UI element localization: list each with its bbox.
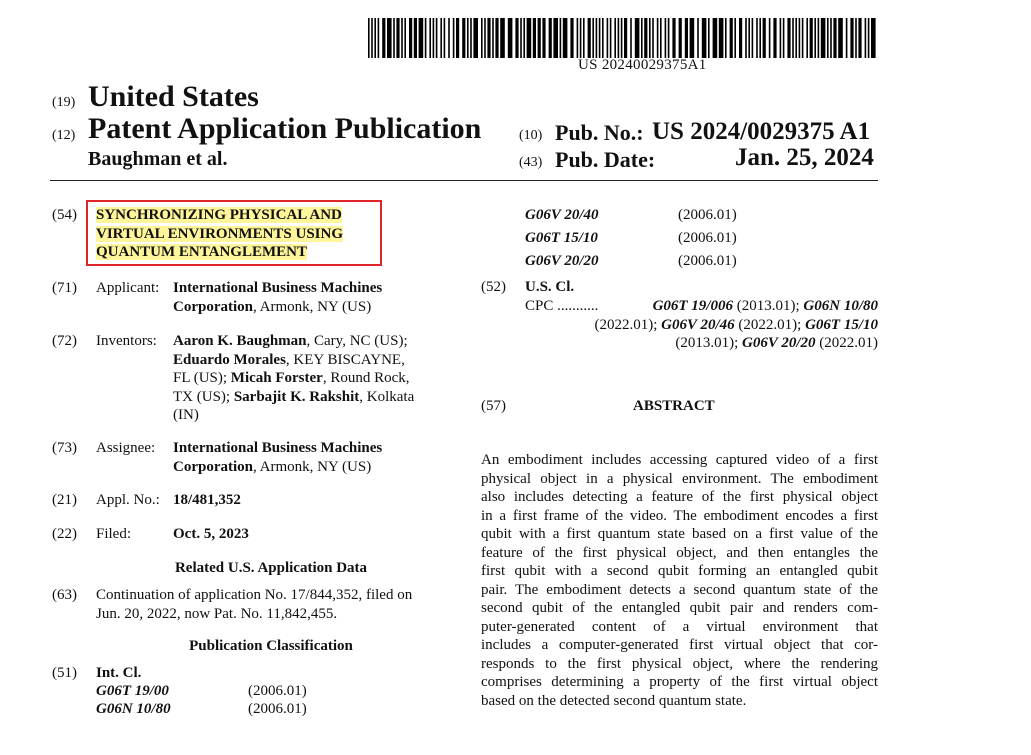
barcode-bar (596, 18, 598, 58)
abstract-line: comprises determining a property of the first virtual object (481, 674, 878, 690)
intcl-label: Int. Cl. (96, 665, 142, 681)
abstract-line: feature of the first physical object, and then entangles the (481, 544, 878, 561)
barcode-bar (444, 18, 446, 58)
barcode-number: US 20240029375A1 (578, 57, 707, 73)
barcode-bar (414, 18, 417, 58)
barcode-bar (592, 18, 594, 58)
barcode-bar (492, 18, 494, 58)
inventor-prefix: (IN) (173, 407, 199, 423)
intcl-version: (2006.01) (678, 230, 737, 246)
pub-no-value: US 2024/0029375 A1 (652, 118, 871, 145)
pub-no-label: Pub. No.: (555, 120, 644, 145)
intcl-class: G06T 15/10 (525, 230, 598, 246)
cpc-line-2 (525, 316, 878, 335)
barcode-bar (515, 18, 518, 58)
header-rule (50, 180, 878, 181)
cpc-version: (2013.01); (675, 335, 743, 351)
barcode-bar (618, 18, 620, 58)
cpc-class: G06N 10/80 (803, 298, 878, 314)
intcl-version: (2006.01) (678, 207, 737, 223)
barcode-bar (607, 18, 609, 58)
barcode-bar (748, 18, 750, 58)
cpc-version: (2013.01); (732, 298, 804, 314)
cpc-entries (653, 297, 878, 316)
barcode-bar (773, 18, 776, 58)
abstract-line: second qubit of the entangled qubit pair and renders com- (481, 600, 878, 616)
abstract-line: physical object in a physical environment. The embodiment (481, 470, 878, 487)
country-code: (19) (52, 95, 76, 110)
barcode-bar (802, 18, 804, 58)
barcode-bar (404, 18, 406, 58)
barcode-bar (610, 18, 612, 58)
uscl-code: (52) (481, 279, 506, 295)
cpc-class: G06T 19/006 (652, 298, 733, 314)
barcode-bar (799, 18, 801, 58)
barcode-bar (549, 18, 552, 58)
inventor-line (173, 388, 443, 407)
barcode-bar (672, 18, 675, 58)
barcode-bar (542, 18, 545, 58)
barcode-bar (810, 18, 813, 58)
barcode-bar (429, 18, 431, 58)
barcode-bar (660, 18, 662, 58)
inventor-location: , Round Rock, (322, 370, 410, 386)
barcode-bar (795, 18, 797, 58)
inventor-prefix: FL (US); (173, 370, 231, 386)
pub-date-code: (43) (519, 155, 543, 170)
barcode-bar (868, 18, 870, 58)
barcode-bar (602, 18, 604, 58)
abstract-line: responds to the first physical object, where the rendering (481, 655, 878, 672)
barcode-bar (644, 18, 647, 58)
applicant (173, 279, 382, 316)
barcode-bar (533, 18, 536, 58)
barcode-bar (657, 18, 659, 58)
barcode-bar (630, 18, 632, 58)
abstract-heading: ABSTRACT (633, 398, 715, 414)
barcode-bar (745, 18, 747, 58)
barcode-bar (759, 18, 761, 58)
assignee-code: (73) (52, 440, 77, 456)
title-code: (54) (52, 207, 77, 223)
barcode-bar (527, 18, 532, 58)
annotation-box (86, 200, 382, 266)
barcode-bar (708, 18, 710, 58)
barcode-bar (814, 18, 816, 58)
barcode-bar (396, 18, 399, 58)
barcode-bar (787, 18, 790, 58)
barcode-bar (830, 18, 832, 58)
barcode-bar (425, 18, 427, 58)
pub-type: Patent Application Publication (88, 112, 482, 145)
intcl-class: G06T 19/00 (96, 683, 169, 699)
appl-label: Appl. No.: (96, 492, 160, 508)
intcl-class: G06N 10/80 (96, 701, 171, 717)
cpc-block (525, 297, 878, 353)
title-line-1: SYNCHRONIZING PHYSICAL AND (96, 207, 342, 223)
assignee-label: Assignee: (96, 440, 156, 456)
abstract-line: includes a computer-generated first virtual object that cor- (481, 637, 878, 653)
intcl-code: (51) (52, 665, 77, 681)
barcode-bar (436, 18, 438, 58)
barcode-bar (570, 18, 573, 58)
barcode-bar (378, 18, 380, 58)
inventor-line (173, 369, 443, 388)
inventor-name: Micah Forster (230, 370, 323, 386)
intcl-version: (2006.01) (248, 683, 307, 699)
barcode-bar (520, 18, 522, 58)
barcode-bar (780, 18, 782, 58)
abstract-line: pair. The embodiment detects a second quantum state of the (481, 581, 878, 598)
filed-label: Filed: (96, 526, 132, 542)
abstract-line: first qubit with a second qubit forming an entangled qubit (481, 563, 878, 579)
barcode-bar (583, 18, 585, 58)
barcode-bar (523, 18, 525, 58)
abstract-line: based on the detected second quantum state. (481, 692, 747, 709)
title-line-3: QUANTUM ENTANGLEMENT (96, 244, 307, 260)
cpc-version: (2022.01); (594, 316, 662, 333)
barcode-bar (453, 18, 455, 58)
barcode-bar (763, 18, 766, 58)
cpc-version: (2022.01) (815, 335, 878, 351)
barcode-bar (462, 18, 465, 58)
barcode-bar (563, 18, 568, 58)
pub-date-label: Pub. Date: (555, 147, 656, 172)
barcode-bar (467, 18, 469, 58)
barcode-bar (401, 18, 403, 58)
applicant-corp: Corporation (173, 298, 253, 315)
barcode-bar (697, 18, 699, 58)
inventor-name: Eduardo Morales (173, 351, 286, 368)
barcode-bar (500, 18, 505, 58)
barcode-bar (818, 18, 820, 58)
barcode-bar (470, 18, 472, 58)
abstract-line: in a first frame of the video. The embodiment encodes a first (481, 507, 878, 524)
filed-value: Oct. 5, 2023 (173, 526, 249, 542)
barcode-bar (487, 18, 490, 58)
filed-code: (22) (52, 526, 77, 542)
barcode-bar (783, 18, 785, 58)
cpc-version: (2022.01); (734, 316, 806, 333)
inventor-line (173, 332, 443, 351)
inventor-line (173, 406, 443, 425)
inventor-line (173, 351, 443, 370)
intcl-class: G06V 20/40 (525, 207, 599, 223)
barcode-bar (433, 18, 435, 58)
authors: Baughman et al. (88, 148, 228, 170)
barcode-bar (560, 18, 562, 58)
cpc-line-3 (525, 334, 878, 353)
barcode-bar (752, 18, 754, 58)
barcode-bar (806, 18, 808, 58)
barcode-bar (730, 18, 733, 58)
barcode-bar (649, 18, 651, 58)
barcode-bar (679, 18, 682, 58)
barcode-bar (665, 18, 667, 58)
applicant-label: Applicant: (96, 280, 160, 296)
barcode-bar (624, 18, 627, 58)
barcode-bar (833, 18, 836, 58)
barcode-bar (734, 18, 736, 58)
barcode-bar (484, 18, 486, 58)
appl-value: 18/481,352 (173, 492, 241, 508)
barcode-bar (725, 18, 727, 58)
continuation-line-1: Continuation of application No. 17/844,352, filed on (96, 587, 413, 603)
barcode-bar (769, 18, 771, 58)
inventor-prefix: TX (US); (173, 388, 234, 405)
barcode-bar (387, 18, 392, 58)
barcode-bar (495, 18, 498, 58)
cpc-class: G06V 20/46 (661, 316, 735, 333)
barcode-bar (690, 18, 695, 58)
abstract-code: (57) (481, 398, 506, 414)
barcode-bar (456, 18, 459, 58)
assignee-line-1: International Business Machines (173, 440, 383, 456)
barcode-bar (440, 18, 442, 58)
uscl-label: U.S. Cl. (525, 279, 575, 295)
barcode-bar (374, 18, 376, 58)
intcl-version: (2006.01) (248, 701, 307, 717)
applicant-location: , Armonk, NY (US) (253, 298, 372, 315)
title-line-2: VIRTUAL ENVIRONMENTS USING (96, 225, 344, 242)
pub-date-value: Jan. 25, 2024 (735, 144, 874, 171)
barcode-bar (588, 18, 591, 58)
assignee-line-2 (173, 458, 382, 477)
cpc-class: G06V 20/20 (742, 335, 816, 351)
barcode-bar (382, 18, 385, 58)
barcode-bar (599, 18, 601, 58)
pub-type-code: (12) (52, 128, 76, 143)
country: United States (88, 80, 259, 113)
barcode-bar (553, 18, 558, 58)
assignee-location: , Armonk, NY (US) (253, 458, 372, 475)
abstract-line: puter-generated content of a virtual environment that (481, 618, 878, 635)
assignee-corp: Corporation (173, 458, 253, 475)
inventor-location: , KEY BISCAYNE, (285, 351, 405, 368)
barcode-bar (371, 18, 373, 58)
intcl-class: G06V 20/20 (525, 253, 599, 269)
inventors-code: (72) (52, 333, 77, 349)
barcode-bar (621, 18, 623, 58)
appl-code: (21) (52, 492, 77, 508)
barcode-bar (614, 18, 616, 58)
barcode-bar (668, 18, 670, 58)
barcode-bar (448, 18, 450, 58)
barcode-bar (846, 18, 848, 58)
barcode-bar (652, 18, 654, 58)
barcode-bar (739, 18, 742, 58)
barcode-bar (865, 18, 867, 58)
continuation-line-2: Jun. 20, 2022, now Pat. No. 11,842,455. (96, 605, 338, 622)
barcode-bar (719, 18, 724, 58)
barcode-bar (419, 18, 424, 58)
pub-no-code: (10) (519, 128, 543, 143)
barcode-bar (685, 18, 688, 58)
continuation-code: (63) (52, 587, 77, 603)
barcode-bar (871, 18, 876, 58)
intcl-version: (2006.01) (678, 253, 737, 269)
applicant-line-2 (173, 298, 382, 317)
cpc-class: G06T 15/10 (805, 316, 878, 333)
barcode (368, 18, 878, 58)
barcode-bar (850, 18, 853, 58)
assignee (173, 439, 382, 476)
barcode-bar (641, 18, 643, 58)
barcode-bar (481, 18, 483, 58)
barcode-bar (580, 18, 582, 58)
continuation (96, 586, 448, 623)
barcode-bar (838, 18, 843, 58)
barcode-bar (858, 18, 861, 58)
barcode-bar (393, 18, 395, 58)
barcode-bar (827, 18, 829, 58)
inventor-name: Sarbajit K. Rakshit (233, 388, 360, 405)
related-heading: Related U.S. Application Data (174, 560, 368, 576)
inventor-location: , Kolkata (359, 388, 415, 405)
barcode-bar (473, 18, 478, 58)
inventors-list (173, 332, 443, 425)
abstract-line: qubit with a first quantum state based on a first value of the (481, 526, 878, 542)
barcode-bar (821, 18, 826, 58)
cpc-line-1 (525, 297, 878, 316)
barcode-bar (635, 18, 640, 58)
inventors-label: Inventors: (96, 333, 157, 349)
abstract-text (481, 451, 878, 710)
barcode-bar (577, 18, 579, 58)
barcode-bar (792, 18, 794, 58)
barcode-bar (702, 18, 707, 58)
pubclass-heading: Publication Classification (189, 638, 353, 654)
applicant-code: (71) (52, 280, 77, 296)
barcode-bar (855, 18, 857, 58)
inventor-location: , Cary, NC (US); (306, 333, 408, 349)
barcode-bar (538, 18, 541, 58)
barcode-bar (409, 18, 412, 58)
applicant-line-1: International Business Machines (173, 280, 383, 296)
abstract-line: An embodiment includes accessing captured video of a first (481, 452, 878, 468)
inventor-name: Aaron K. Baughman (173, 333, 307, 349)
barcode-bar (713, 18, 718, 58)
abstract-line: also includes detecting a feature of the first physical object (481, 489, 878, 505)
cpc-label: CPC ........... (525, 298, 599, 314)
barcode-bar (508, 18, 513, 58)
barcode-bar (756, 18, 758, 58)
barcode-bar (368, 18, 370, 58)
